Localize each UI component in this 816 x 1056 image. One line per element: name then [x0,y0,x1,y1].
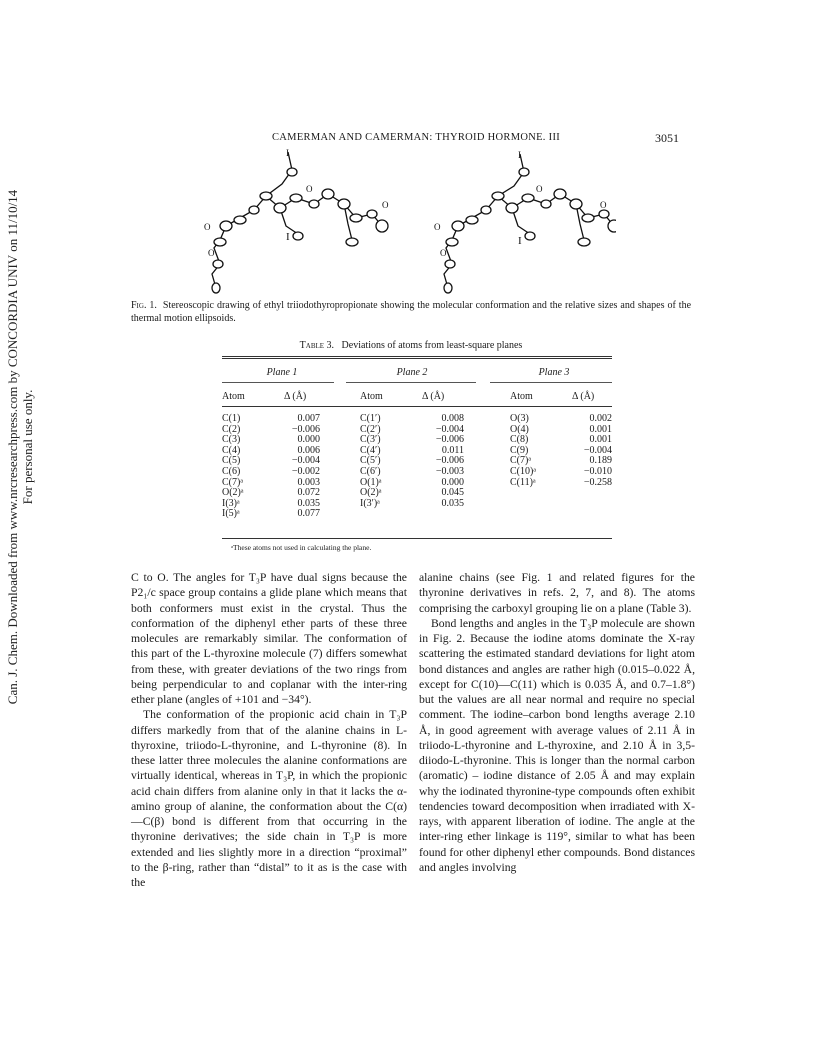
table-cell-delta: −0.004 [583,444,612,456]
col-delta-2: Δ (Å) [422,391,445,402]
table-cell-atom: C(5′) [360,455,381,467]
table-cell-atom: I(3′)ᵃ [360,497,380,509]
table-cell-atom: C(3) [222,434,241,446]
table-cell-atom: C(7)ᵃ [222,476,244,488]
deviations-table [222,356,612,541]
table-cell-atom: C(5) [222,455,241,467]
table-cell-delta: 0.002 [589,413,612,424]
atom-label: O [434,222,441,232]
table-title-text: Deviations of atoms from least-square planes [341,340,523,351]
atom-label: O [208,248,215,258]
table-cell-delta: 0.006 [297,444,320,456]
table-cell-delta: 0.077 [297,508,320,520]
table-cell-atom: C(2) [222,423,241,435]
atom-label: O [536,184,543,194]
col-atom-3: Atom [510,391,533,402]
table-cell-delta: 0.001 [589,434,612,446]
table-title [131,340,691,351]
table-cell-delta: −0.004 [291,455,320,467]
molecule-left-view [196,148,388,293]
table-cell-atom: C(8) [510,434,529,446]
table-cell-atom: O(1)ᵃ [360,476,382,488]
table-cell-delta: 0.035 [441,497,464,509]
table-cell-atom: C(3′) [360,434,381,446]
plane-2-header: Plane 2 [396,367,428,378]
plane-3-rule [490,382,612,383]
col-delta-3: Δ (Å) [572,391,595,402]
table-cell-atom: C(1) [222,413,241,424]
atom-label: O [306,184,313,194]
table-cell-atom: I(5)ᵃ [222,508,240,520]
atom-label: I [286,148,289,158]
table-cell-delta: −0.002 [291,466,320,477]
table-cell-delta: 0.001 [589,423,612,435]
table-cell-delta: 0.000 [441,476,464,488]
table-cell-delta: 0.008 [441,413,464,424]
download-watermark [5,97,35,797]
table-cell-atom: C(6) [222,466,241,477]
table-cell-atom: C(4′) [360,444,381,456]
table-cell-delta: 0.045 [441,487,464,499]
atom-label: I [286,231,290,243]
table-cell-delta: −0.006 [291,423,320,435]
table-cell-delta: 0.072 [297,487,320,499]
table-cell-atom: C(9) [510,444,529,456]
atom-label: I [518,150,521,160]
table-cell-atom: O(2)ᵃ [360,487,382,499]
table-cell-delta: −0.004 [435,423,464,435]
table-cell-atom: O(3) [510,413,529,424]
paragraph: The conformation of the propionic acid chain in T₃P differs markedly from that of the alanine chains in L-thyroxine, triiodo-L-thyronine, and L-thyronine (8). In these latter three molecules the alanine conformations are virtually identical, whereas in T₃P, in which the propionic acid chain differs from alanine only in that it lacks the α-amino group of alanine, the conformation about the C(α)—C(β) bond is different from that occurring in the thyronine derivatives; the side chain in T₃P is more extended and lies slightly more in a direction “proximal” to the β-ring, rather than “distal” to it as is the case with the [131,708,407,889]
table-cell-delta: 0.007 [297,413,320,424]
table-cell-atom: O(4) [510,423,529,435]
figure-caption-label: Fig. 1. [131,300,157,311]
table-cell-delta: −0.006 [435,434,464,446]
table-cell-delta: −0.006 [435,455,464,467]
table-cell-atom: O(2)ᵃ [222,487,244,499]
figure-caption-text: Stereoscopic drawing of ethyl triiodothyropropionate showing the molecular conformation and the relative sizes and shapes of the thermal motion ellipsoids. [131,300,692,324]
plane-1-rule [222,382,334,383]
body-left-column [131,570,407,890]
table-cell-atom: C(4) [222,444,241,456]
col-atom-1: Atom [222,391,245,402]
table-cell-atom: C(11)ᵃ [510,476,536,488]
table-cell-atom: C(1′) [360,413,381,424]
atom-label: O [440,248,447,258]
watermark-line-2: For personal use only. [20,389,35,505]
table-top-rule [222,356,612,357]
paragraph: alanine chains (see Fig. 1 and related figures for the thyronine derivatives in refs. 2, 7, and 8). The atoms comprising the carboxyl grouping lie on a plane (Table 3). [419,571,695,615]
atom-label: O [204,222,211,232]
plane-2-rule [346,382,476,383]
plane-3-header: Plane 3 [538,367,570,378]
running-head: CAMERMAN AND CAMERMAN: THYROID HORMONE. III [272,132,561,143]
table-cell-delta: 0.000 [297,434,320,446]
table-cell-atom: C(6′) [360,466,381,477]
table-cell-delta: 0.011 [441,444,464,456]
paragraph: Bond lengths and angles in the T₃P molecule are shown in Fig. 2. Because the iodine atoms dominate the X-ray scattering the estimated standard deviations for light atom bond distances and angles are rather high (0.015–0.022 Å, except for C(10)—C(11) which is 0.035 Å, and 0.7–1.8°) but the values are all near normal and require no special comment. The iodine–carbon bond lengths average 2.10 Å, in good agreement with average values of 2.11 Å in triiodo-L-thyronine and L-thyroxine, and 2.10 Å in 3,5-diiodo-L-thyronine. This is longer than the normal carbon (aromatic) – iodine distance of 2.05 Å and may explain why the iodinated thyronine-type compounds often exhibit tendencies toward decomposition when irradiated with X-rays, with apparent liberation of iodine. The angle at the inter-ring ether linkage is 119°, similar to what has been found for other diphenyl ether compounds. Bond distances and angles involving [419,616,695,874]
table-cell-delta: 0.003 [297,476,320,488]
table-cell-atom: C(7)ᵃ [510,455,532,467]
table-cell-delta: 0.189 [589,455,612,467]
table-cell-atom: C(2′) [360,423,381,435]
body-right-column [419,570,695,875]
figure-caption [131,300,691,325]
table-cell-delta: −0.003 [435,466,464,477]
table-cell-atom: C(10)ᵃ [510,466,537,477]
col-atom-2: Atom [360,391,383,402]
table-header-rule [222,406,612,407]
stereo-molecule-figure [196,148,616,306]
col-delta-1: Δ (Å) [284,391,307,402]
table-cell-atom: I(3)ᵃ [222,497,240,509]
table-bottom-rule [222,538,612,539]
molecule-right-view [444,154,616,293]
table-cell-delta: −0.258 [583,476,612,488]
plane-1-header: Plane 1 [266,367,298,378]
atom-label: O [382,200,389,210]
table-cell-delta: −0.010 [583,466,612,477]
table-top-rule-double [222,358,612,359]
watermark-line-1: Can. J. Chem. Downloaded from www.nrcresearchpress.com by CONCORDIA UNIV on 11/10/14 [5,189,20,705]
table-title-label: Table 3. [299,340,335,351]
atom-label: I [518,235,522,247]
atom-label: O [600,200,607,210]
page-number: 3051 [655,131,679,145]
table-cell-delta: 0.035 [297,497,320,509]
table-footnote: ᵃThese atoms not used in calculating the plane. [231,543,372,552]
paragraph: C to O. The angles for T₃P have dual signs because the P2₁/c space group contains a glide plane which means that both conformers must exist in the crystal. Thus the conformation of the diphenyl ether parts of these three molecules are remarkably similar. The conformation of this part of the L-thyroxine molecule (7) differs somewhat from these, with greater deviations of the two rings from being perpendicular to and coplanar with the inter-ring ether plane (angles of +101 and −34°). [131,571,407,706]
